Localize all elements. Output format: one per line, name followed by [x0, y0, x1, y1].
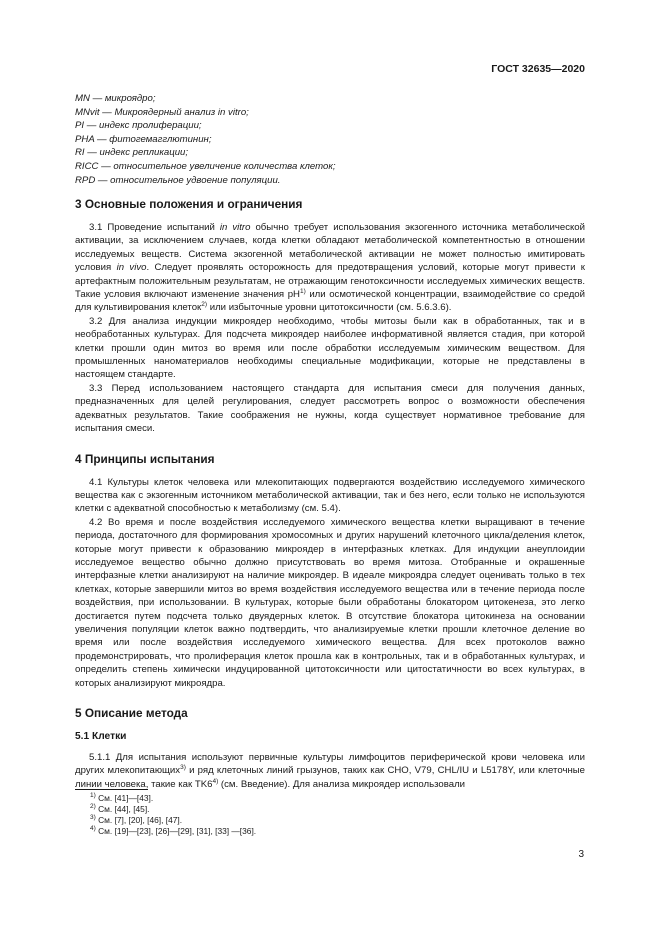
abbreviation-item: PI — индекс пролиферации; [75, 120, 202, 132]
footnote: $^{3)}$ См. [7], [20], [46], [47]. [90, 814, 183, 825]
paragraph-3-1: 3.1 Проведение испытаний in vitro обычно требует использования экзогенного источника метаболической активации, за исключением случаев, когда клетки обладают метаболической компетентностью в отношении исследуемых веществ. Система экзогенной метаболической активации не может полностью имитировать условия in vivo. Следует проявлять осторожность для предотвращения условий, которые могут привести к артефактным положительным результатам, не отражающим генотоксичности исследуемых химических веществ. Такие условия включают изменение значения $рН^{1)}$ или осмотической концентрации, взаимодействие со средой для культивирования клеток$^{2)}$ или избыточные уровни цитотоксичности (см. 5.6.3.6). [75, 222, 586, 314]
abbreviation-item: MNvit — Микроядерный анализ in vitro; [75, 106, 249, 118]
section-3 [75, 197, 585, 436]
document-header: ГОСТ 32635—2020 [491, 63, 585, 75]
abbreviation-item: RICC — относительное увеличение количества клеток; [75, 160, 336, 172]
footnote-divider [75, 789, 148, 790]
footnote: $^{2)}$ См. [44], [45]. [90, 803, 150, 814]
section-5 [75, 706, 585, 791]
footnote-ref: 1) [299, 287, 306, 295]
subsection-5-1-title: 5.1 Клетки [75, 731, 127, 742]
footnote: $^{1)}$ См. [41]—[43]. [90, 792, 154, 803]
page-number: 3 [578, 849, 584, 860]
paragraph-3-3: 3.3 Перед использованием настоящего стандарта для испытания смеси для получения данных, предназначенных для целей регулирования, следует рассмотреть вопрос о возможности обеспечения адекватных результатов. Такие соображения не нужны, когда существует нормативное требование для испытания смеси. [75, 382, 585, 435]
footnote-ref: 2) [201, 301, 208, 309]
abbreviation-item: MN — микроядро; [75, 93, 156, 104]
footnote-ref: 3) [180, 764, 186, 772]
document-body [75, 197, 585, 807]
abbreviation-item: PHA — фитогемагглютинин; [75, 133, 212, 145]
abbreviation-item: RI — индекс репликации; [75, 147, 189, 159]
footnote-ref: 4) [212, 777, 219, 785]
paragraph-4-1: 4.1 Культуры клеток человека или млекопитающих подвергаются воздействию исследуемого химического вещества как с экзогенным источником метаболической активации, так и без него, если только не используются клетки с адекватной способностью к метаболизму (см. 5.4). [75, 476, 585, 515]
section-3-title: 3 Основные положения и ограничения [75, 197, 303, 211]
section-4 [75, 452, 585, 691]
section-4-title: 4 Принципы испытания [75, 451, 215, 466]
section-5-title: 5 Описание метода [75, 706, 188, 720]
paragraph-5-1-1: 5.1.1 Для испытания используют первичные культуры лимфоцитов периферической крови человека или других млекопитающих$^{3)}$ и ряд клеточных линий грызунов, таких как CHO, V79, CHL/IU и L5178Y, или клеточные линии человека, такие как TK6$^{4)}$ (см. Введение). Для анализа микроядер использовали [75, 752, 585, 790]
abbreviation-item: RPD — относительное удвоение популяции. [75, 174, 281, 186]
paragraph-3-2: 3.2 Для анализа индукции микроядер необходимо, чтобы митозы были как в обработанных, так и в необработанных культурах. Для подсчета микроядер наиболее информативной является стадия, при которой клетки прошли один митоз во время или после обработки исследуемым химическим веществом. Для промышленных наноматериалов необходимы специальные модификации, которые не представлены в настоящем стандарте. [75, 315, 585, 381]
footnote: $^{4)}$ См. [19]—[23], [26]—[29], [31], [33] —[36]. [90, 825, 257, 836]
paragraph-4-2: 4.2 Во время и после воздействия исследуемого химического вещества клетки выращивают в течение периода, достаточного для формирования хромосомных и других нарушений клеточного цикла/деления клеток, которые могут привести к образованию микроядер в интерфазных клетках. Для индукции анеуплоидии исследуемое вещество обычно должно присутствовать во время митоза. Отобранные и окрашенные интерфазные клетки анализируют на наличие микроядер. В идеале микроядра следует оценивать только в тех клетках, которые завершили митоз во время воздействия исследуемого вещества или в течение периода после воздействия, при использовании. В культурах, которые были обработаны блокатором цитокенеза, это легко достигается путем подсчета только двуядерных клеток. В отсутствие блокатора цитокинеза на основании увеличения популяции клеток важно подтвердить, что анализируемые клетки прошли клеточное деление во время или после воздействия исследуемого химического вещества. Для всех протоколов важно продемонстрировать, что пролиферация клеток прошла как в контрольных, так и в обработанных культурах, и определить степень химически индуцированной цитотоксичности или цитостатичности во всех культурах, в которых анализируют микроядра. [75, 516, 585, 689]
abbreviation-list [75, 92, 585, 187]
footnotes [90, 793, 580, 837]
